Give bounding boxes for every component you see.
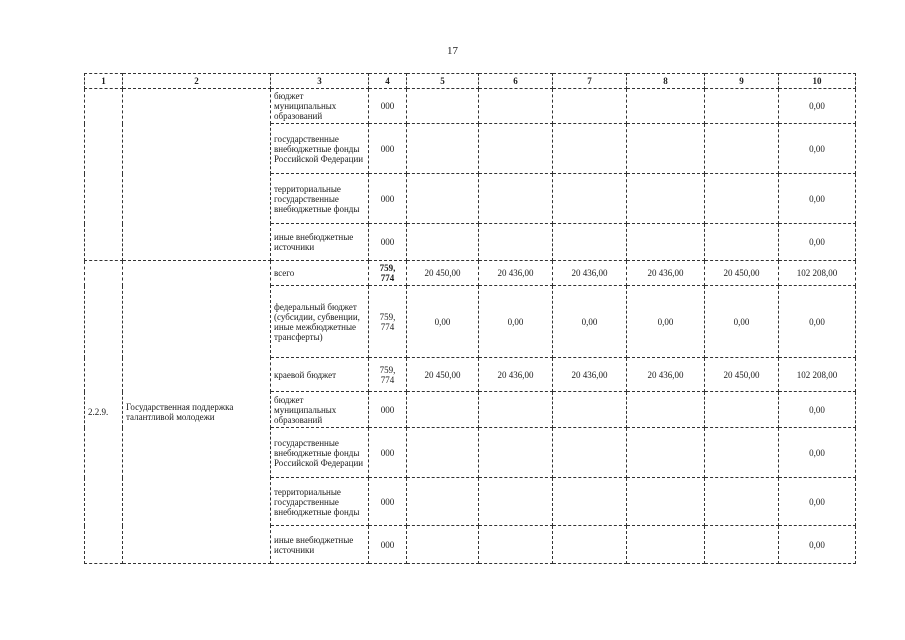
- item-number-cell: [85, 89, 123, 261]
- value-cell: 20 436,00: [627, 358, 705, 392]
- funding-source: государственные внебюджетные фонды Российской Федерации: [271, 428, 369, 478]
- value-cell: [627, 224, 705, 261]
- value-cell: 0,00: [407, 286, 479, 358]
- value-cell: [479, 478, 553, 526]
- value-cell: 20 436,00: [553, 358, 627, 392]
- value-cell: [627, 392, 705, 428]
- header-row: [85, 74, 856, 89]
- value-cell: [705, 89, 779, 124]
- header-cell: 5: [407, 74, 479, 89]
- funding-source: иные внебюджетные источники: [271, 526, 369, 564]
- item-number-cell: 2.2.9.: [85, 261, 123, 564]
- value-cell: [553, 392, 627, 428]
- value-cell: [479, 526, 553, 564]
- value-cell: [553, 89, 627, 124]
- header-cell: 9: [705, 74, 779, 89]
- page-number: 17: [447, 45, 458, 57]
- value-cell: [627, 174, 705, 224]
- value-cell: [407, 478, 479, 526]
- value-cell: [627, 428, 705, 478]
- value-cell: 20 436,00: [479, 358, 553, 392]
- value-cell: [705, 526, 779, 564]
- header-cell: 10: [779, 74, 856, 89]
- value-cell: [479, 428, 553, 478]
- total-cell: 0,00: [779, 286, 856, 358]
- funding-source: федеральный бюджет (субсидии, субвенции, иные межбюджетные трансферты): [271, 286, 369, 358]
- value-cell: [627, 526, 705, 564]
- value-cell: [407, 526, 479, 564]
- budget-code: 000: [369, 526, 407, 564]
- value-cell: 0,00: [553, 286, 627, 358]
- funding-source: иные внебюджетные источники: [271, 224, 369, 261]
- header-cell: 4: [369, 74, 407, 89]
- header-cell: 8: [627, 74, 705, 89]
- value-cell: [627, 478, 705, 526]
- total-cell: 102 208,00: [779, 261, 856, 286]
- value-cell: [479, 392, 553, 428]
- value-cell: [407, 392, 479, 428]
- funding-source: краевой бюджет: [271, 358, 369, 392]
- funding-source: территориальные государственные внебюджетные фонды: [271, 174, 369, 224]
- item-name-cell: Государственная поддержка талантливой молодежи: [123, 261, 271, 564]
- value-cell: [705, 224, 779, 261]
- value-cell: 20 450,00: [705, 261, 779, 286]
- funding-source: государственные внебюджетные фонды Российской Федерации: [271, 124, 369, 174]
- header-cell: 6: [479, 74, 553, 89]
- total-cell: 0,00: [779, 392, 856, 428]
- value-cell: [479, 89, 553, 124]
- value-cell: [553, 428, 627, 478]
- value-cell: 0,00: [627, 286, 705, 358]
- value-cell: [407, 224, 479, 261]
- budget-code: 759, 774: [369, 358, 407, 392]
- value-cell: 20 436,00: [627, 261, 705, 286]
- value-cell: [627, 89, 705, 124]
- header-cell: 7: [553, 74, 627, 89]
- value-cell: [407, 124, 479, 174]
- value-cell: [407, 89, 479, 124]
- header-cell: 2: [123, 74, 271, 89]
- value-cell: [705, 124, 779, 174]
- budget-code: 759, 774: [369, 286, 407, 358]
- funding-source: территориальные государственные внебюджетные фонды: [271, 478, 369, 526]
- budget-code: 000: [369, 478, 407, 526]
- value-cell: 20 450,00: [407, 358, 479, 392]
- value-cell: [553, 174, 627, 224]
- budget-code: 000: [369, 392, 407, 428]
- value-cell: 20 450,00: [407, 261, 479, 286]
- budget-code: 000: [369, 224, 407, 261]
- value-cell: [705, 428, 779, 478]
- total-cell: 0,00: [779, 526, 856, 564]
- budget-code: 759, 774: [369, 261, 407, 286]
- table-row: [85, 89, 856, 124]
- funding-source: бюджет муниципальных образований: [271, 89, 369, 124]
- value-cell: [627, 124, 705, 174]
- budget-code: 000: [369, 428, 407, 478]
- value-cell: [479, 174, 553, 224]
- total-cell: 0,00: [779, 478, 856, 526]
- value-cell: [705, 174, 779, 224]
- funding-source: бюджет муниципальных образований: [271, 392, 369, 428]
- value-cell: [553, 224, 627, 261]
- total-cell: 0,00: [779, 124, 856, 174]
- value-cell: [705, 478, 779, 526]
- funding-source: всего: [271, 261, 369, 286]
- value-cell: 20 436,00: [479, 261, 553, 286]
- header-cell: 1: [85, 74, 123, 89]
- total-cell: 0,00: [779, 224, 856, 261]
- value-cell: 0,00: [479, 286, 553, 358]
- total-cell: 0,00: [779, 174, 856, 224]
- value-cell: [553, 124, 627, 174]
- value-cell: [407, 174, 479, 224]
- value-cell: 0,00: [705, 286, 779, 358]
- total-cell: 0,00: [779, 89, 856, 124]
- table-row: [85, 261, 856, 286]
- value-cell: 20 436,00: [553, 261, 627, 286]
- value-cell: [553, 478, 627, 526]
- budget-table: [84, 73, 856, 564]
- value-cell: [479, 224, 553, 261]
- total-cell: 0,00: [779, 428, 856, 478]
- total-cell: 102 208,00: [779, 358, 856, 392]
- budget-code: 000: [369, 124, 407, 174]
- header-cell: 3: [271, 74, 369, 89]
- value-cell: [407, 428, 479, 478]
- value-cell: [479, 124, 553, 174]
- value-cell: 20 450,00: [705, 358, 779, 392]
- item-name-cell: [123, 89, 271, 261]
- budget-code: 000: [369, 174, 407, 224]
- value-cell: [553, 526, 627, 564]
- budget-code: 000: [369, 89, 407, 124]
- value-cell: [705, 392, 779, 428]
